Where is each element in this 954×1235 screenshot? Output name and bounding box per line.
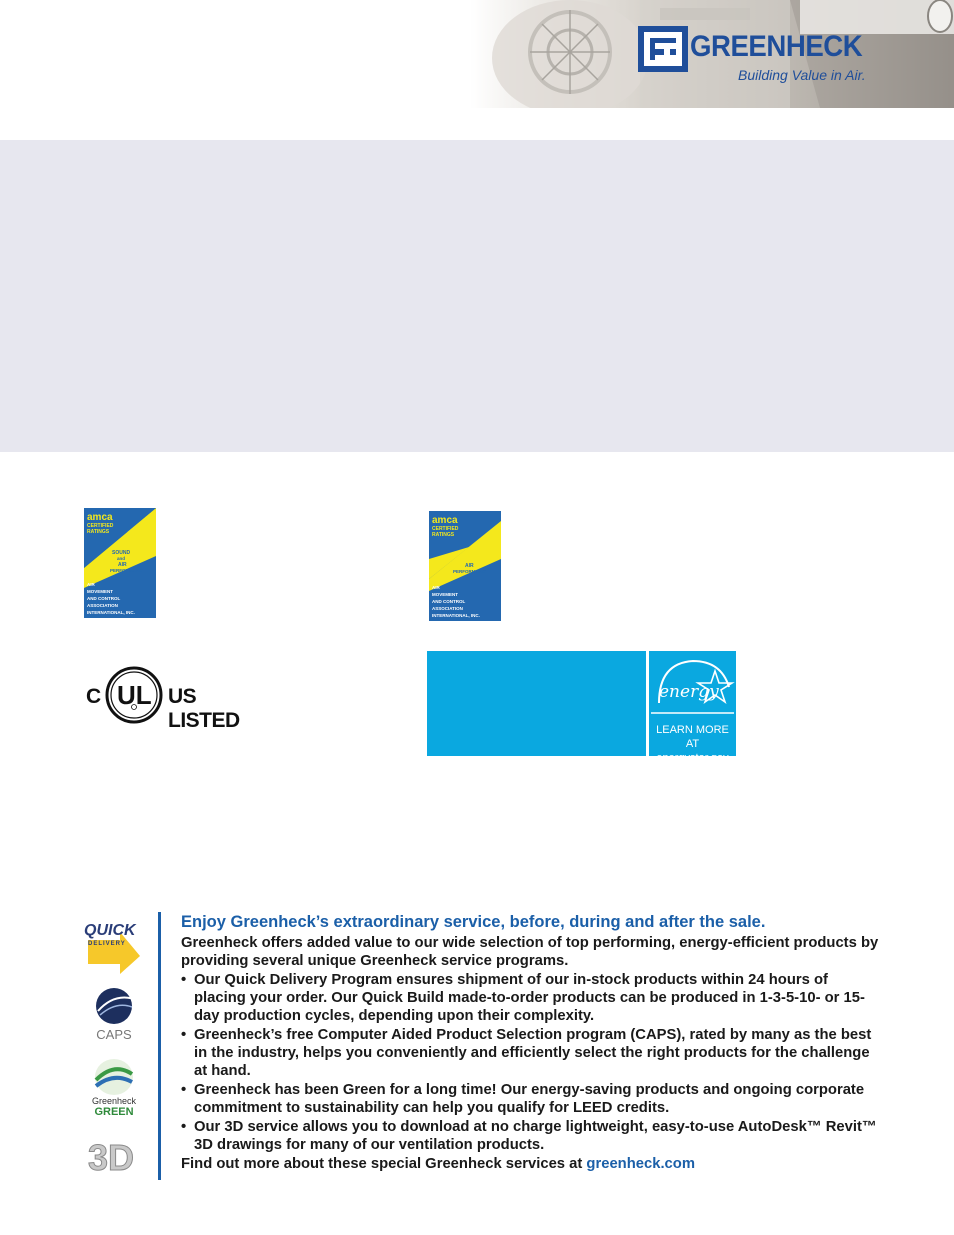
quick-delivery-icon xyxy=(82,916,146,976)
energy-star-panel xyxy=(427,651,646,756)
greenheck-logo[interactable] xyxy=(638,26,878,86)
svg-text:MOVEMENT: MOVEMENT xyxy=(87,589,114,594)
svg-text:RATINGS: RATINGS xyxy=(87,529,110,535)
svg-text:INTERNATIONAL, INC.: INTERNATIONAL, INC. xyxy=(87,610,135,615)
svg-text:AIR: AIR xyxy=(465,563,474,569)
services-footer-text: Find out more about these special Greenheck services at xyxy=(181,1156,587,1172)
services-section xyxy=(181,912,881,1173)
greenheck-green-icon xyxy=(82,1058,146,1120)
svg-text:AIR: AIR xyxy=(87,582,95,587)
energy-star-learn-more[interactable] xyxy=(649,723,736,765)
list-item: • Greenheck has been Green for a long time! Our energy-saving products and ongoing corporate commitment to sustainability can help you qualify for LEED credits. xyxy=(181,1081,881,1117)
energy-learn-line2: energystar.gov xyxy=(656,752,729,764)
brand-tagline: Building Value in Air. xyxy=(738,67,866,83)
services-heading: Enjoy Greenheck’s extraordinary service, before, during and after the sale. xyxy=(181,913,766,931)
svg-text:SOUND: SOUND xyxy=(112,550,131,556)
delivery-word: DELIVERY xyxy=(88,941,126,947)
green-label-1: Greenheck xyxy=(91,1096,137,1106)
svg-text:INTERNATIONAL, INC.: INTERNATIONAL, INC. xyxy=(432,613,480,618)
list-item: • Our 3D service allows you to download at no charge lightweight, easy-to-use AutoDesk™ Revit™ 3D drawings for many of our ventilation products. xyxy=(181,1118,881,1154)
energy-learn-line1: LEARN MORE AT xyxy=(656,724,729,750)
energy-star-icon[interactable] xyxy=(649,651,736,764)
brand-name: GREENHECK xyxy=(690,30,863,63)
quick-word: QUICK xyxy=(84,922,136,939)
svg-text:MOVEMENT: MOVEMENT xyxy=(432,592,459,597)
svg-text:AIR: AIR xyxy=(118,562,127,568)
services-divider xyxy=(158,912,161,1180)
energy-star-swoosh-icon xyxy=(649,651,736,723)
amca-word: amca xyxy=(87,512,113,523)
svg-text:AND CONTROL: AND CONTROL xyxy=(87,596,121,601)
services-list xyxy=(181,971,881,1154)
3d-icon xyxy=(82,1128,146,1180)
svg-text:ASSOCIATION: ASSOCIATION xyxy=(432,606,463,611)
energy-script-word: energy xyxy=(659,682,719,702)
ul-listed-mark-icon xyxy=(86,655,261,735)
svg-text:RATINGS: RATINGS xyxy=(432,532,455,538)
list-item: • Our Quick Delivery Program ensures shipment of our in-stock products within 24 hours of placing your order. Our Quick Build made-to-order products can be produced in 1-3-5-10- or 15-day production cycles, depending upon their complexity. xyxy=(181,971,881,1025)
amca-word: amca xyxy=(432,515,458,526)
3d-text: 3D xyxy=(88,1137,135,1178)
svg-text:CERTIFIED: CERTIFIED xyxy=(432,526,459,532)
amca-sound-and-air-seal-icon xyxy=(84,508,156,618)
ul-listed-suffix: US LISTED xyxy=(168,685,240,732)
caps-icon xyxy=(82,985,146,1045)
services-footer xyxy=(181,1155,881,1173)
amca-air-performance-seal-icon xyxy=(429,511,501,621)
greenheck-website-link[interactable]: greenheck.com xyxy=(586,1156,695,1172)
svg-text:PERFORMANCE: PERFORMANCE xyxy=(110,568,146,573)
svg-text:AIR: AIR xyxy=(432,585,440,590)
svg-text:AND CONTROL: AND CONTROL xyxy=(432,599,466,604)
list-item: • Greenheck’s free Computer Aided Product Selection program (CAPS), rated by many as the best in the industry, helps you conveniently and efficiently select the right products for the challenge at hand. xyxy=(181,1026,881,1080)
services-intro: Greenheck offers added value to our wide selection of top performing, energy-efficient products by providing several unique Greenheck service programs. xyxy=(181,935,879,969)
page-header xyxy=(0,0,954,108)
ul-circle-icon xyxy=(103,655,165,733)
svg-text:ASSOCIATION: ASSOCIATION xyxy=(87,603,118,608)
ul-c-prefix: C xyxy=(86,685,102,708)
svg-text:PERFORMANCE: PERFORMANCE xyxy=(453,569,489,574)
caps-label: CAPS xyxy=(96,1027,132,1042)
svg-text:CERTIFIED: CERTIFIED xyxy=(87,523,114,529)
green-label-2: GREEN xyxy=(94,1106,134,1118)
ul-mark-text: UL xyxy=(117,680,152,710)
greenheck-g-icon xyxy=(638,26,688,72)
svg-text:and: and xyxy=(117,556,126,561)
content-band xyxy=(0,140,954,452)
